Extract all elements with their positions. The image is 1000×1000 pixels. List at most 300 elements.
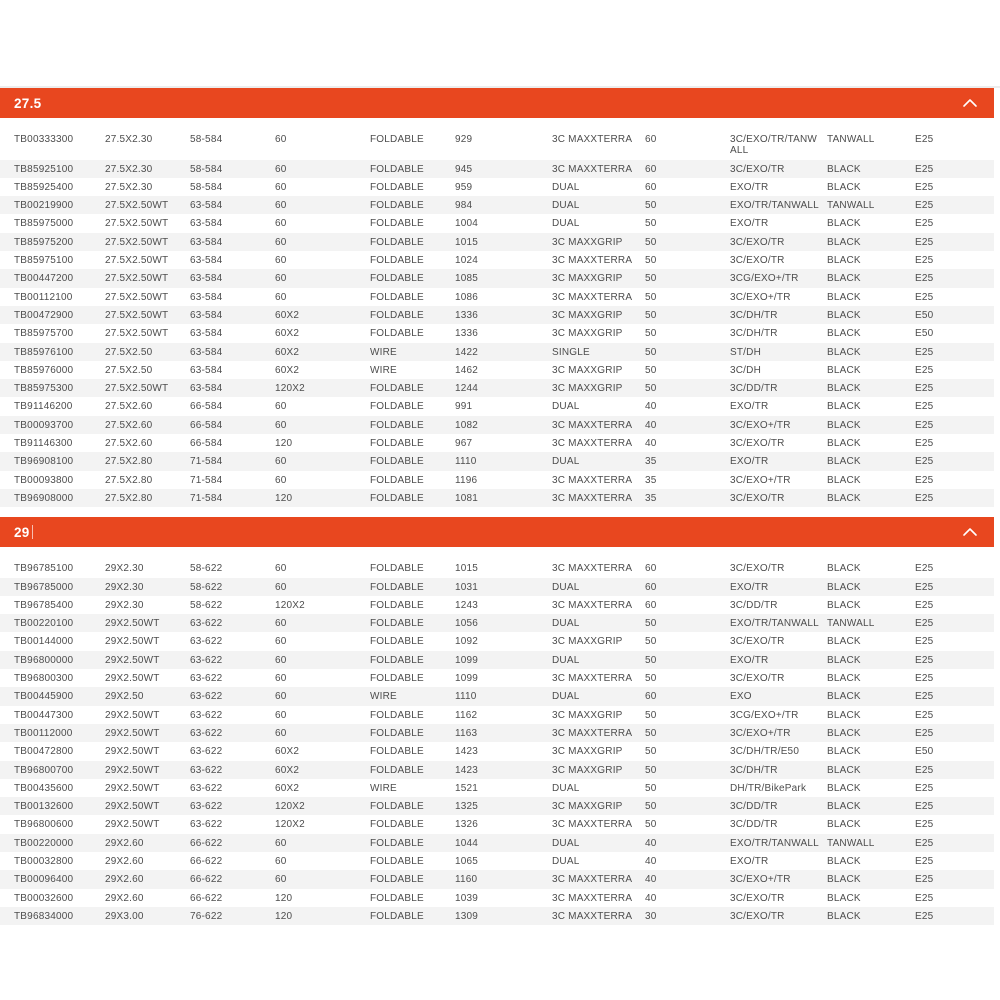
cell-compound: DUAL	[552, 855, 580, 867]
cell-e_bike_rating: E50	[915, 309, 934, 321]
cell-e_bike_rating: E25	[915, 654, 934, 666]
cell-e_bike_rating: E25	[915, 419, 934, 431]
section-title: 29	[14, 524, 30, 540]
cell-bead: FOLDABLE	[370, 134, 424, 145]
cell-e_bike_rating: E25	[915, 910, 934, 922]
cell-tpi: 120X2	[275, 819, 305, 831]
cell-weight: 1031	[455, 581, 479, 593]
cell-e_bike_rating: E25	[915, 383, 934, 395]
cell-etrto: 58-584	[190, 163, 223, 175]
cell-color: BLACK	[827, 181, 861, 193]
cell-max_psi: 40	[645, 855, 657, 867]
cell-size: 29X2.30	[105, 563, 144, 575]
cell-etrto: 66-584	[190, 419, 223, 431]
section-header[interactable]	[0, 88, 994, 118]
table-row	[0, 578, 994, 596]
cell-size: 27.5X2.50	[105, 364, 153, 376]
cell-compound: 3C MAXXTERRA	[552, 673, 633, 685]
cell-color: BLACK	[827, 309, 861, 321]
cell-max_psi: 50	[645, 709, 657, 721]
cell-weight: 959	[455, 181, 473, 193]
table-row	[0, 196, 994, 214]
cell-size: 27.5X2.30	[105, 181, 153, 193]
cell-color: BLACK	[827, 654, 861, 666]
cell-size: 29X2.60	[105, 855, 144, 867]
cell-compound: 3C MAXXTERRA	[552, 134, 633, 145]
cell-weight: 1004	[455, 218, 479, 230]
cell-bead: FOLDABLE	[370, 200, 424, 212]
cell-compound: 3C MAXXTERRA	[552, 419, 633, 431]
cell-tpi: 120X2	[275, 383, 305, 395]
cell-e_bike_rating: E25	[915, 200, 934, 212]
table-row	[0, 288, 994, 306]
cell-technology: 3C/DH/TR/E50	[730, 746, 800, 758]
cell-color: BLACK	[827, 673, 861, 685]
cell-size: 29X2.30	[105, 581, 144, 593]
cell-etrto: 63-622	[190, 819, 223, 831]
cell-e_bike_rating: E25	[915, 291, 934, 303]
cell-color: TANWALL	[827, 618, 875, 630]
cell-bead: FOLDABLE	[370, 709, 424, 721]
cell-technology: 3C/EXO/TR	[730, 673, 785, 685]
cell-technology: 3C/EXO/TR	[730, 255, 785, 267]
cell-technology: 3C/EXO/TR	[730, 910, 785, 922]
cell-etrto: 63-584	[190, 291, 223, 303]
spec-table	[0, 88, 1000, 925]
cell-part_number: TB00472800	[14, 746, 74, 758]
cell-weight: 1326	[455, 819, 479, 831]
cell-color: BLACK	[827, 218, 861, 230]
table-row	[0, 632, 994, 650]
table-row	[0, 596, 994, 614]
table-row	[0, 471, 994, 489]
cell-color: BLACK	[827, 855, 861, 867]
cell-part_number: TB96800600	[14, 819, 74, 831]
cell-compound: DUAL	[552, 581, 580, 593]
cell-etrto: 63-584	[190, 218, 223, 230]
cell-technology: 3CG/EXO+/TR	[730, 709, 799, 721]
cell-technology: 3C/EXO/TR	[730, 492, 785, 504]
table-row	[0, 889, 994, 907]
cell-part_number: TB00435600	[14, 782, 74, 794]
cell-compound: 3C MAXXTERRA	[552, 474, 633, 486]
cell-color: BLACK	[827, 438, 861, 450]
cell-weight: 1309	[455, 910, 479, 922]
cell-color: BLACK	[827, 746, 861, 758]
cell-bead: FOLDABLE	[370, 801, 424, 813]
cell-tpi: 60	[275, 474, 287, 486]
cell-part_number: TB00447300	[14, 709, 74, 721]
cell-part_number: TB85925100	[14, 163, 74, 175]
table-row	[0, 852, 994, 870]
cell-technology: 3C/DD/TR	[730, 599, 778, 611]
cell-technology: EXO/TR	[730, 401, 769, 413]
cell-compound: 3C MAXXTERRA	[552, 874, 633, 886]
cell-etrto: 63-622	[190, 709, 223, 721]
cell-bead: FOLDABLE	[370, 401, 424, 413]
cell-technology: 3C/EXO+/TR	[730, 419, 791, 431]
cell-max_psi: 35	[645, 492, 657, 504]
cell-bead: FOLDABLE	[370, 438, 424, 450]
table-row	[0, 452, 994, 470]
cell-etrto: 63-622	[190, 764, 223, 776]
cell-tpi: 120	[275, 438, 293, 450]
cell-technology: DH/TR/BikePark	[730, 782, 807, 794]
cell-size: 29X2.50WT	[105, 709, 160, 721]
cell-e_bike_rating: E25	[915, 346, 934, 358]
cell-e_bike_rating: E25	[915, 636, 934, 648]
table-row	[0, 907, 994, 925]
cell-color: BLACK	[827, 383, 861, 395]
cell-part_number: TB00472900	[14, 309, 74, 321]
size-section-29	[0, 517, 1000, 925]
cell-color: BLACK	[827, 346, 861, 358]
cell-color: BLACK	[827, 819, 861, 831]
cell-compound: 3C MAXXTERRA	[552, 599, 633, 611]
cell-weight: 1423	[455, 764, 479, 776]
cell-technology: EXO/TR	[730, 581, 769, 593]
cell-compound: DUAL	[552, 181, 580, 193]
section-rows	[0, 130, 1000, 507]
cell-tpi: 60	[275, 200, 287, 212]
cell-max_psi: 50	[645, 291, 657, 303]
cell-part_number: TB00219900	[14, 200, 74, 212]
cell-weight: 1065	[455, 855, 479, 867]
cell-color: BLACK	[827, 892, 861, 904]
cell-e_bike_rating: E25	[915, 727, 934, 739]
cell-size: 29X2.50WT	[105, 819, 160, 831]
cell-etrto: 63-584	[190, 273, 223, 285]
cell-part_number: TB00096400	[14, 874, 74, 886]
cell-bead: FOLDABLE	[370, 581, 424, 593]
cell-part_number: TB96785400	[14, 599, 74, 611]
cell-tpi: 60	[275, 181, 287, 193]
cell-etrto: 71-584	[190, 492, 223, 504]
cell-compound: SINGLE	[552, 346, 590, 358]
cell-max_psi: 60	[645, 563, 657, 575]
cell-bead: FOLDABLE	[370, 492, 424, 504]
cell-compound: 3C MAXXTERRA	[552, 492, 633, 504]
cell-technology: 3C/DD/TR	[730, 383, 778, 395]
cell-bead: FOLDABLE	[370, 599, 424, 611]
cell-max_psi: 50	[645, 782, 657, 794]
section-rows	[0, 559, 1000, 925]
cell-bead: FOLDABLE	[370, 309, 424, 321]
cell-tpi: 60	[275, 218, 287, 230]
cell-bead: WIRE	[370, 691, 397, 703]
cell-technology: 3C/EXO+/TR	[730, 874, 791, 886]
table-row	[0, 724, 994, 742]
cell-etrto: 63-584	[190, 200, 223, 212]
cell-weight: 1244	[455, 383, 479, 395]
cell-max_psi: 50	[645, 309, 657, 321]
cell-weight: 1081	[455, 492, 479, 504]
cell-compound: 3C MAXXTERRA	[552, 892, 633, 904]
cell-color: BLACK	[827, 801, 861, 813]
cell-size: 29X2.50WT	[105, 636, 160, 648]
cell-compound: 3C MAXXGRIP	[552, 273, 623, 285]
cell-bead: FOLDABLE	[370, 892, 424, 904]
cell-part_number: TB00220100	[14, 618, 74, 630]
table-row	[0, 361, 994, 379]
cell-size: 29X2.50WT	[105, 618, 160, 630]
cell-technology: EXO/TR	[730, 181, 769, 193]
cell-color: BLACK	[827, 328, 861, 340]
cell-tpi: 60X2	[275, 364, 300, 376]
cell-bead: FOLDABLE	[370, 563, 424, 575]
cell-color: BLACK	[827, 782, 861, 794]
cell-compound: DUAL	[552, 837, 580, 849]
cell-size: 27.5X2.60	[105, 401, 153, 413]
cell-compound: 3C MAXXTERRA	[552, 291, 633, 303]
cell-weight: 1160	[455, 874, 478, 886]
cell-technology: EXO/TR/TANWALL	[730, 618, 819, 630]
cell-compound: 3C MAXXTERRA	[552, 438, 633, 450]
cell-size: 29X2.60	[105, 837, 144, 849]
cell-max_psi: 40	[645, 401, 657, 413]
cell-technology: EXO/TR	[730, 218, 769, 230]
cell-max_psi: 50	[645, 746, 657, 758]
cell-e_bike_rating: E25	[915, 691, 934, 703]
cell-bead: FOLDABLE	[370, 291, 424, 303]
cell-etrto: 63-584	[190, 364, 223, 376]
cell-bead: FOLDABLE	[370, 636, 424, 648]
cell-tpi: 60	[275, 618, 287, 630]
table-row	[0, 434, 994, 452]
cell-etrto: 63-622	[190, 673, 223, 685]
cell-technology: EXO/TR	[730, 855, 769, 867]
cell-color: BLACK	[827, 764, 861, 776]
cell-technology: 3C/EXO/TR	[730, 236, 785, 248]
cell-max_psi: 50	[645, 255, 657, 267]
cell-e_bike_rating: E25	[915, 474, 934, 486]
cell-weight: 1462	[455, 364, 479, 376]
cell-weight: 1044	[455, 837, 479, 849]
cell-size: 27.5X2.50WT	[105, 291, 169, 303]
section-header[interactable]	[0, 517, 994, 547]
cell-size: 29X3.00	[105, 910, 144, 922]
cell-size: 27.5X2.80	[105, 456, 153, 468]
cell-etrto: 66-622	[190, 874, 223, 886]
cell-max_psi: 50	[645, 801, 657, 813]
cell-size: 27.5X2.50WT	[105, 236, 169, 248]
cell-part_number: TB85976100	[14, 346, 74, 358]
cell-color: BLACK	[827, 636, 861, 648]
cell-bead: FOLDABLE	[370, 673, 424, 685]
cell-e_bike_rating: E25	[915, 236, 934, 248]
cell-part_number: TB00220000	[14, 837, 74, 849]
cell-e_bike_rating: E25	[915, 599, 934, 611]
cell-part_number: TB00333300	[14, 134, 74, 145]
cell-size: 29X2.50WT	[105, 764, 160, 776]
cell-etrto: 76-622	[190, 910, 223, 922]
table-row	[0, 324, 994, 342]
cell-max_psi: 50	[645, 618, 657, 630]
cell-color: BLACK	[827, 563, 861, 575]
cell-weight: 1423	[455, 746, 479, 758]
cell-etrto: 63-622	[190, 618, 223, 630]
cell-max_psi: 60	[645, 691, 657, 703]
cell-tpi: 60	[275, 727, 287, 739]
cell-bead: FOLDABLE	[370, 328, 424, 340]
cell-weight: 945	[455, 163, 473, 175]
cell-e_bike_rating: E25	[915, 273, 934, 285]
cell-e_bike_rating: E25	[915, 492, 934, 504]
cell-e_bike_rating: E50	[915, 746, 934, 758]
cell-compound: 3C MAXXTERRA	[552, 563, 633, 575]
cell-e_bike_rating: E25	[915, 837, 934, 849]
table-row	[0, 779, 994, 797]
cell-etrto: 63-622	[190, 746, 223, 758]
cell-etrto: 63-584	[190, 255, 223, 267]
cell-tpi: 60X2	[275, 346, 300, 358]
cell-etrto: 63-622	[190, 636, 223, 648]
cell-weight: 1325	[455, 801, 479, 813]
cell-tpi: 60	[275, 456, 287, 468]
cell-part_number: TB96834000	[14, 910, 74, 922]
cell-part_number: TB00093800	[14, 474, 74, 486]
cell-tpi: 60	[275, 709, 287, 721]
table-row	[0, 343, 994, 361]
cell-size: 29X2.50WT	[105, 673, 160, 685]
cell-size: 29X2.50WT	[105, 801, 160, 813]
cell-color: BLACK	[827, 599, 861, 611]
cell-size: 29X2.30	[105, 599, 144, 611]
cell-e_bike_rating: E25	[915, 438, 934, 450]
cell-etrto: 58-622	[190, 581, 223, 593]
cell-e_bike_rating: E25	[915, 855, 934, 867]
cell-compound: 3C MAXXTERRA	[552, 727, 633, 739]
cell-e_bike_rating: E25	[915, 764, 934, 776]
cell-e_bike_rating: E25	[915, 874, 934, 886]
cell-technology: 3CG/EXO+/TR	[730, 273, 799, 285]
cell-etrto: 63-584	[190, 309, 223, 321]
table-row	[0, 559, 994, 577]
cell-technology: 3C/EXO+/TR	[730, 474, 791, 486]
cell-tpi: 60X2	[275, 328, 300, 340]
cell-compound: DUAL	[552, 654, 580, 666]
cell-tpi: 60X2	[275, 782, 300, 794]
cell-size: 27.5X2.60	[105, 419, 153, 431]
cell-weight: 1015	[455, 563, 479, 575]
cell-part_number: TB00112000	[14, 727, 73, 739]
cell-etrto: 63-622	[190, 782, 223, 794]
cell-etrto: 66-584	[190, 438, 223, 450]
cell-weight: 1082	[455, 419, 479, 431]
cell-compound: DUAL	[552, 200, 580, 212]
cell-etrto: 58-622	[190, 599, 223, 611]
cell-technology: EXO/TR/TANWALL	[730, 200, 819, 212]
cell-tpi: 120	[275, 910, 293, 922]
cell-compound: 3C MAXXTERRA	[552, 819, 633, 831]
table-row	[0, 706, 994, 724]
cell-e_bike_rating: E25	[915, 801, 934, 813]
cell-size: 29X2.60	[105, 892, 144, 904]
cell-compound: DUAL	[552, 618, 580, 630]
cell-compound: DUAL	[552, 782, 580, 794]
cell-tpi: 60X2	[275, 746, 300, 758]
cell-technology: EXO/TR	[730, 654, 769, 666]
table-row	[0, 797, 994, 815]
cell-color: BLACK	[827, 364, 861, 376]
cell-etrto: 66-584	[190, 401, 223, 413]
cell-bead: FOLDABLE	[370, 855, 424, 867]
cell-weight: 1110	[455, 456, 477, 468]
chevron-up-icon[interactable]	[962, 527, 978, 537]
cell-size: 27.5X2.50	[105, 346, 153, 358]
cell-weight: 1243	[455, 599, 479, 611]
cell-weight: 1092	[455, 636, 479, 648]
cell-e_bike_rating: E25	[915, 673, 934, 685]
cell-technology: 3C/DH	[730, 364, 762, 376]
cell-part_number: TB00032800	[14, 855, 74, 867]
cell-part_number: TB96785000	[14, 581, 74, 593]
cell-technology: ST/DH	[730, 346, 761, 358]
cell-e_bike_rating: E25	[915, 218, 934, 230]
cell-bead: FOLDABLE	[370, 837, 424, 849]
cell-part_number: TB00447200	[14, 273, 74, 285]
cell-weight: 1039	[455, 892, 479, 904]
cell-tpi: 60	[275, 581, 287, 593]
cell-size: 27.5X2.50WT	[105, 273, 169, 285]
cell-technology: 3C/DH/TR	[730, 328, 778, 340]
cell-technology: 3C/EXO/TR	[730, 892, 785, 904]
cell-e_bike_rating: E25	[915, 163, 934, 175]
cell-size: 29X2.50WT	[105, 782, 160, 794]
cell-max_psi: 50	[645, 654, 657, 666]
table-row	[0, 379, 994, 397]
cell-max_psi: 30	[645, 910, 657, 922]
cell-tpi: 120	[275, 492, 293, 504]
cell-e_bike_rating: E50	[915, 328, 934, 340]
cell-size: 27.5X2.30	[105, 134, 153, 145]
table-row	[0, 306, 994, 324]
cell-weight: 1336	[455, 328, 479, 340]
cell-max_psi: 60	[645, 163, 657, 175]
cell-technology: EXO/TR/TANWALL	[730, 837, 819, 849]
cell-bead: WIRE	[370, 782, 397, 794]
cell-tpi: 60	[275, 691, 287, 703]
chevron-up-icon[interactable]	[962, 98, 978, 108]
cell-max_psi: 40	[645, 892, 657, 904]
cell-weight: 984	[455, 200, 473, 212]
cell-e_bike_rating: E25	[915, 709, 934, 721]
cell-compound: 3C MAXXTERRA	[552, 255, 633, 267]
cell-max_psi: 40	[645, 419, 657, 431]
text-cursor	[32, 525, 33, 539]
cell-max_psi: 50	[645, 764, 657, 776]
table-row	[0, 233, 994, 251]
cell-bead: FOLDABLE	[370, 273, 424, 285]
cell-part_number: TB96800700	[14, 764, 74, 776]
cell-color: BLACK	[827, 236, 861, 248]
table-row	[0, 130, 994, 160]
cell-tpi: 60	[275, 273, 287, 285]
cell-part_number: TB00112100	[14, 291, 73, 303]
cell-color: TANWALL	[827, 200, 875, 212]
cell-size: 29X2.50WT	[105, 654, 160, 666]
table-row	[0, 251, 994, 269]
cell-max_psi: 40	[645, 438, 657, 450]
cell-max_psi: 50	[645, 200, 657, 212]
cell-size: 29X2.50WT	[105, 727, 160, 739]
cell-etrto: 63-622	[190, 801, 223, 813]
cell-color: BLACK	[827, 581, 861, 593]
table-row	[0, 669, 994, 687]
cell-technology: 3C/EXO/TR/TANWALL	[730, 134, 818, 157]
cell-size: 27.5X2.50WT	[105, 255, 169, 267]
cell-max_psi: 50	[645, 636, 657, 648]
